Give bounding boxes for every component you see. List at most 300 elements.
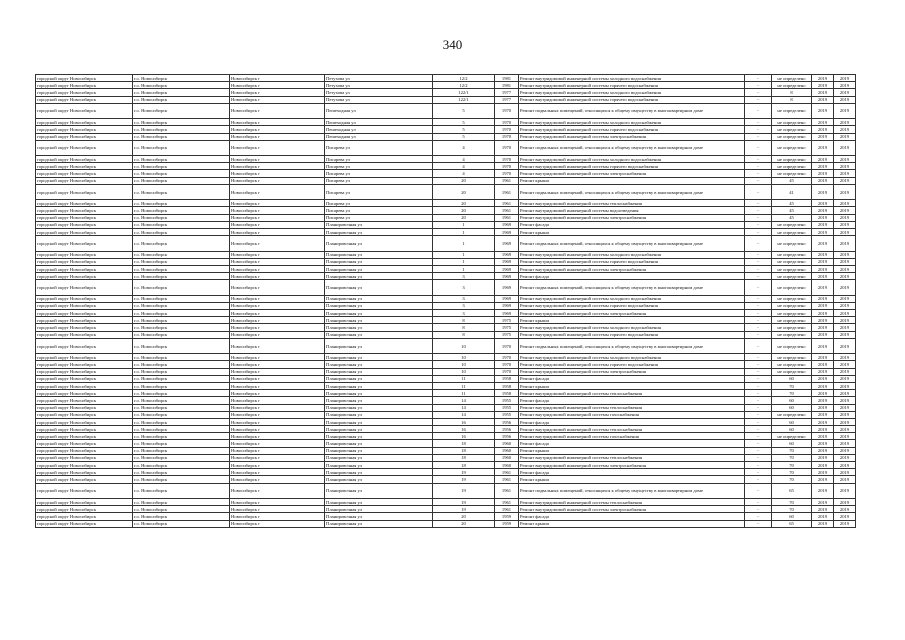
work-type-cell: Ремонт фасада <box>519 469 745 476</box>
build-year-cell: 1969 <box>495 302 519 309</box>
house-number-cell: 12/2 <box>433 75 495 82</box>
house-number-cell: 4 <box>433 156 495 163</box>
plan-end-year-cell: 2019 <box>834 280 856 295</box>
build-year-cell: 1969 <box>495 280 519 295</box>
locality-cell: Новосибирск г <box>230 483 325 498</box>
unit-cell: - <box>745 404 772 411</box>
street-cell: Планировочная ул <box>325 273 433 280</box>
street-cell: Петухова ул <box>325 89 433 96</box>
locality-cell: Новосибирск г <box>230 469 325 476</box>
cost-cell: 70 <box>772 462 812 469</box>
table-row <box>36 338 856 353</box>
plan-start-year-cell: 2019 <box>812 462 834 469</box>
plan-start-year-cell: 2019 <box>812 170 834 177</box>
municipality-cell: городской округ Новосибирск <box>36 302 133 309</box>
plan-end-year-cell: 2019 <box>834 483 856 498</box>
build-year-cell: 1961 <box>495 177 519 184</box>
build-year-cell: 1960 <box>495 462 519 469</box>
house-number-cell: 1 <box>433 221 495 228</box>
work-type-cell: Ремонт внутридомовой инженерной системы холодного водоснабжения <box>519 295 745 302</box>
locality-cell: Новосибирск г <box>230 258 325 265</box>
table-row <box>36 103 856 118</box>
work-type-cell: Ремонт внутридомовой инженерной системы теплоснабжения <box>519 404 745 411</box>
plan-start-year-cell: 2019 <box>812 96 834 103</box>
build-year-cell: 1977 <box>495 89 519 96</box>
municipality-cell: городской округ Новосибирск <box>36 200 133 207</box>
cost-cell: 70 <box>772 454 812 461</box>
street-cell: Планировочная ул <box>325 454 433 461</box>
cost-cell: 60 <box>772 513 812 520</box>
plan-end-year-cell: 2019 <box>834 440 856 447</box>
unit-cell: - <box>745 331 772 338</box>
municipal-district-cell: г.о. Новосибирск <box>133 89 230 96</box>
plan-start-year-cell: 2019 <box>812 133 834 140</box>
street-cell: Планировочная ул <box>325 228 433 235</box>
unit-cell: - <box>745 184 772 199</box>
municipal-district-cell: г.о. Новосибирск <box>133 462 230 469</box>
build-year-cell: 1955 <box>495 397 519 404</box>
plan-start-year-cell: 2019 <box>812 280 834 295</box>
work-type-cell: Ремонт крыши <box>519 447 745 454</box>
house-number-cell: 19 <box>433 498 495 505</box>
plan-end-year-cell: 2019 <box>834 462 856 469</box>
plan-start-year-cell: 2019 <box>812 265 834 272</box>
work-type-cell: Ремонт внутридомовой инженерной системы холодного водоснабжения <box>519 251 745 258</box>
unit-cell: - <box>745 390 772 397</box>
cost-cell: не определено <box>772 331 812 338</box>
build-year-cell: 1955 <box>495 411 519 418</box>
table-row <box>36 295 856 302</box>
street-cell: Планировочная ул <box>325 251 433 258</box>
plan-end-year-cell: 2019 <box>834 156 856 163</box>
build-year-cell: 1969 <box>495 265 519 272</box>
cost-cell: 45 <box>772 177 812 184</box>
street-cell: Писарева ул <box>325 214 433 221</box>
municipality-cell: городской округ Новосибирск <box>36 89 133 96</box>
build-year-cell: 1970 <box>495 163 519 170</box>
build-year-cell: 1959 <box>495 520 519 527</box>
house-number-cell: 10 <box>433 338 495 353</box>
build-year-cell: 1961 <box>495 506 519 513</box>
house-number-cell: 19 <box>433 469 495 476</box>
locality-cell: Новосибирск г <box>230 251 325 258</box>
municipal-district-cell: г.о. Новосибирск <box>133 411 230 418</box>
municipal-district-cell: г.о. Новосибирск <box>133 375 230 382</box>
municipal-district-cell: г.о. Новосибирск <box>133 156 230 163</box>
build-year-cell: 1961 <box>495 200 519 207</box>
municipal-district-cell: г.о. Новосибирск <box>133 520 230 527</box>
plan-end-year-cell: 2019 <box>834 221 856 228</box>
locality-cell: Новосибирск г <box>230 236 325 251</box>
plan-end-year-cell: 2019 <box>834 302 856 309</box>
cost-cell: не определено <box>772 103 812 118</box>
unit-cell: - <box>745 207 772 214</box>
work-type-cell: Ремонт подвальных помещений, относящихся к общему имуществу в многоквартирном доме <box>519 184 745 199</box>
locality-cell: Новосибирск г <box>230 280 325 295</box>
house-number-cell: 12/2 <box>433 82 495 89</box>
house-number-cell: 11 <box>433 390 495 397</box>
plan-end-year-cell: 2019 <box>834 119 856 126</box>
unit-cell: - <box>745 310 772 317</box>
municipal-district-cell: г.о. Новосибирск <box>133 354 230 361</box>
build-year-cell: 1970 <box>495 119 519 126</box>
street-cell: Планировочная ул <box>325 324 433 331</box>
plan-start-year-cell: 2019 <box>812 126 834 133</box>
table-row <box>36 462 856 469</box>
unit-cell: - <box>745 447 772 454</box>
street-cell: Планировочная ул <box>325 221 433 228</box>
locality-cell: Новосибирск г <box>230 310 325 317</box>
work-type-cell: Ремонт фасада <box>519 397 745 404</box>
cost-cell: не определено <box>772 228 812 235</box>
work-type-cell: Ремонт внутридомовой инженерной системы теплоснабжения <box>519 498 745 505</box>
locality-cell: Новосибирск г <box>230 440 325 447</box>
cost-cell: не определено <box>772 354 812 361</box>
table-row <box>36 251 856 258</box>
work-type-cell: Ремонт внутридомовой инженерной системы горячего водоснабжения <box>519 126 745 133</box>
plan-end-year-cell: 2019 <box>834 506 856 513</box>
municipality-cell: городской округ Новосибирск <box>36 440 133 447</box>
work-type-cell: Ремонт внутридомовой инженерной системы теплоснабжения <box>519 390 745 397</box>
locality-cell: Новосибирск г <box>230 177 325 184</box>
build-year-cell: 1969 <box>495 273 519 280</box>
locality-cell: Новосибирск г <box>230 462 325 469</box>
build-year-cell: 1975 <box>495 324 519 331</box>
unit-cell: - <box>745 273 772 280</box>
work-type-cell: Ремонт внутридомовой инженерной системы электроснабжения <box>519 265 745 272</box>
street-cell: Планировочная ул <box>325 368 433 375</box>
locality-cell: Новосибирск г <box>230 89 325 96</box>
table-row <box>36 207 856 214</box>
house-number-cell: 20 <box>433 214 495 221</box>
plan-end-year-cell: 2019 <box>834 163 856 170</box>
plan-start-year-cell: 2019 <box>812 418 834 425</box>
unit-cell: - <box>745 251 772 258</box>
build-year-cell: 1970 <box>495 140 519 155</box>
table-row <box>36 302 856 309</box>
locality-cell: Новосибирск г <box>230 140 325 155</box>
street-cell: Писарева ул <box>325 200 433 207</box>
municipality-cell: городской округ Новосибирск <box>36 426 133 433</box>
municipality-cell: городской округ Новосибирск <box>36 331 133 338</box>
municipal-district-cell: г.о. Новосибирск <box>133 251 230 258</box>
build-year-cell: 1956 <box>495 433 519 440</box>
unit-cell: - <box>745 317 772 324</box>
unit-cell: - <box>745 89 772 96</box>
table-row <box>36 228 856 235</box>
unit-cell: - <box>745 506 772 513</box>
municipal-district-cell: г.о. Новосибирск <box>133 361 230 368</box>
municipality-cell: городской округ Новосибирск <box>36 119 133 126</box>
house-number-cell: 16 <box>433 433 495 440</box>
municipality-cell: городской округ Новосибирск <box>36 498 133 505</box>
street-cell: Планировочная ул <box>325 382 433 389</box>
plan-end-year-cell: 2019 <box>834 404 856 411</box>
table-row <box>36 324 856 331</box>
municipality-cell: городской округ Новосибирск <box>36 170 133 177</box>
build-year-cell: 1981 <box>495 75 519 82</box>
street-cell: Планировочная ул <box>325 258 433 265</box>
municipality-cell: городской округ Новосибирск <box>36 483 133 498</box>
cost-cell: не определено <box>772 163 812 170</box>
locality-cell: Новосибирск г <box>230 170 325 177</box>
plan-start-year-cell: 2019 <box>812 483 834 498</box>
cost-cell: 8 <box>772 89 812 96</box>
municipality-cell: городской округ Новосибирск <box>36 354 133 361</box>
house-number-cell: 8 <box>433 317 495 324</box>
cost-cell: 45 <box>772 214 812 221</box>
table-row <box>36 368 856 375</box>
plan-end-year-cell: 2019 <box>834 82 856 89</box>
unit-cell: - <box>745 103 772 118</box>
municipality-cell: городской округ Новосибирск <box>36 214 133 221</box>
street-cell: Писарева ул <box>325 140 433 155</box>
municipal-district-cell: г.о. Новосибирск <box>133 200 230 207</box>
work-type-cell: Ремонт внутридомовой инженерной системы горячего водоснабжения <box>519 331 745 338</box>
house-number-cell: 3 <box>433 295 495 302</box>
municipal-district-cell: г.о. Новосибирск <box>133 103 230 118</box>
municipality-cell: городской округ Новосибирск <box>36 184 133 199</box>
table-row <box>36 184 856 199</box>
plan-end-year-cell: 2019 <box>834 258 856 265</box>
municipality-cell: городской округ Новосибирск <box>36 447 133 454</box>
municipal-district-cell: г.о. Новосибирск <box>133 273 230 280</box>
street-cell: Планировочная ул <box>325 462 433 469</box>
plan-start-year-cell: 2019 <box>812 214 834 221</box>
unit-cell: - <box>745 295 772 302</box>
municipality-cell: городской округ Новосибирск <box>36 207 133 214</box>
work-type-cell: Ремонт фасада <box>519 273 745 280</box>
municipality-cell: городской округ Новосибирск <box>36 375 133 382</box>
municipal-district-cell: г.о. Новосибирск <box>133 170 230 177</box>
municipality-cell: городской округ Новосибирск <box>36 368 133 375</box>
unit-cell: - <box>745 368 772 375</box>
build-year-cell: 1970 <box>495 338 519 353</box>
plan-start-year-cell: 2019 <box>812 361 834 368</box>
build-year-cell: 1969 <box>495 236 519 251</box>
house-number-cell: 5 <box>433 126 495 133</box>
street-cell: Планировочная ул <box>325 295 433 302</box>
locality-cell: Новосибирск г <box>230 397 325 404</box>
plan-start-year-cell: 2019 <box>812 447 834 454</box>
work-type-cell: Ремонт внутридомовой инженерной системы горячего водоснабжения <box>519 82 745 89</box>
unit-cell: - <box>745 520 772 527</box>
municipal-district-cell: г.о. Новосибирск <box>133 258 230 265</box>
plan-start-year-cell: 2019 <box>812 440 834 447</box>
plan-end-year-cell: 2019 <box>834 273 856 280</box>
municipal-district-cell: г.о. Новосибирск <box>133 295 230 302</box>
cost-cell: 45 <box>772 200 812 207</box>
street-cell: Планировочная ул <box>325 302 433 309</box>
plan-end-year-cell: 2019 <box>834 520 856 527</box>
table-row <box>36 273 856 280</box>
build-year-cell: 1955 <box>495 404 519 411</box>
municipal-district-cell: г.о. Новосибирск <box>133 513 230 520</box>
plan-end-year-cell: 2019 <box>834 103 856 118</box>
street-cell: Планировочная ул <box>325 354 433 361</box>
work-type-cell: Ремонт подвальных помещений, относящихся к общему имуществу в многоквартирном доме <box>519 483 745 498</box>
locality-cell: Новосибирск г <box>230 163 325 170</box>
municipal-district-cell: г.о. Новосибирск <box>133 163 230 170</box>
municipality-cell: городской округ Новосибирск <box>36 324 133 331</box>
municipal-district-cell: г.о. Новосибирск <box>133 397 230 404</box>
table-row <box>36 177 856 184</box>
unit-cell: - <box>745 338 772 353</box>
house-number-cell: 20 <box>433 207 495 214</box>
locality-cell: Новосибирск г <box>230 390 325 397</box>
municipality-cell: городской округ Новосибирск <box>36 273 133 280</box>
locality-cell: Новосибирск г <box>230 498 325 505</box>
unit-cell: - <box>745 397 772 404</box>
table-row <box>36 221 856 228</box>
municipal-district-cell: г.о. Новосибирск <box>133 454 230 461</box>
table-row <box>36 440 856 447</box>
municipal-district-cell: г.о. Новосибирск <box>133 331 230 338</box>
build-year-cell: 1970 <box>495 133 519 140</box>
street-cell: Писарева ул <box>325 207 433 214</box>
table-row <box>36 483 856 498</box>
plan-end-year-cell: 2019 <box>834 354 856 361</box>
table-row <box>36 96 856 103</box>
table-row <box>36 82 856 89</box>
street-cell: Планировочная ул <box>325 397 433 404</box>
plan-end-year-cell: 2019 <box>834 75 856 82</box>
table-row <box>36 140 856 155</box>
build-year-cell: 1975 <box>495 317 519 324</box>
build-year-cell: 1970 <box>495 368 519 375</box>
street-cell: Планировочная ул <box>325 317 433 324</box>
plan-end-year-cell: 2019 <box>834 310 856 317</box>
cost-cell: не определено <box>772 236 812 251</box>
street-cell: Планировочная ул <box>325 418 433 425</box>
house-number-cell: 14 <box>433 411 495 418</box>
build-year-cell: 1956 <box>495 426 519 433</box>
municipal-district-cell: г.о. Новосибирск <box>133 236 230 251</box>
unit-cell: - <box>745 382 772 389</box>
street-cell: Планировочная ул <box>325 390 433 397</box>
street-cell: Планировочная ул <box>325 440 433 447</box>
plan-start-year-cell: 2019 <box>812 140 834 155</box>
plan-end-year-cell: 2019 <box>834 433 856 440</box>
street-cell: Планировочная ул <box>325 426 433 433</box>
plan-start-year-cell: 2019 <box>812 454 834 461</box>
locality-cell: Новосибирск г <box>230 82 325 89</box>
cost-cell: 60 <box>772 404 812 411</box>
municipality-cell: городской округ Новосибирск <box>36 133 133 140</box>
work-type-cell: Ремонт внутридомовой инженерной системы газоснабжения <box>519 433 745 440</box>
street-cell: Планировочная ул <box>325 236 433 251</box>
locality-cell: Новосибирск г <box>230 184 325 199</box>
house-number-cell: 10 <box>433 361 495 368</box>
plan-end-year-cell: 2019 <box>834 411 856 418</box>
cost-cell: не определено <box>772 273 812 280</box>
municipality-cell: городской округ Новосибирск <box>36 177 133 184</box>
municipality-cell: городской округ Новосибирск <box>36 418 133 425</box>
street-cell: Писарева ул <box>325 163 433 170</box>
municipal-district-cell: г.о. Новосибирск <box>133 418 230 425</box>
plan-start-year-cell: 2019 <box>812 469 834 476</box>
municipality-cell: городской округ Новосибирск <box>36 361 133 368</box>
house-number-cell: 11 <box>433 382 495 389</box>
municipal-district-cell: г.о. Новосибирск <box>133 177 230 184</box>
work-type-cell: Ремонт внутридомовой инженерной системы электроснабжения <box>519 133 745 140</box>
table-row <box>36 447 856 454</box>
unit-cell: - <box>745 513 772 520</box>
municipal-district-cell: г.о. Новосибирск <box>133 228 230 235</box>
work-type-cell: Ремонт фасада <box>519 375 745 382</box>
plan-start-year-cell: 2019 <box>812 89 834 96</box>
build-year-cell: 1960 <box>495 454 519 461</box>
house-number-cell: 3 <box>433 310 495 317</box>
plan-start-year-cell: 2019 <box>812 382 834 389</box>
house-number-cell: 8 <box>433 324 495 331</box>
unit-cell: - <box>745 96 772 103</box>
table-row <box>36 200 856 207</box>
unit-cell: - <box>745 426 772 433</box>
plan-end-year-cell: 2019 <box>834 447 856 454</box>
table-row <box>36 375 856 382</box>
cost-cell: не определено <box>772 251 812 258</box>
build-year-cell: 1969 <box>495 310 519 317</box>
work-type-cell: Ремонт фасада <box>519 513 745 520</box>
work-type-cell: Ремонт внутридомовой инженерной системы холодного водоснабжения <box>519 89 745 96</box>
municipal-district-cell: г.о. Новосибирск <box>133 483 230 498</box>
house-number-cell: 10 <box>433 354 495 361</box>
house-number-cell: 19 <box>433 476 495 483</box>
municipality-cell: городской округ Новосибирск <box>36 251 133 258</box>
unit-cell: - <box>745 170 772 177</box>
work-type-cell: Ремонт крыши <box>519 382 745 389</box>
plan-start-year-cell: 2019 <box>812 375 834 382</box>
plan-end-year-cell: 2019 <box>834 397 856 404</box>
work-type-cell: Ремонт внутридомовой инженерной системы холодного водоснабжения <box>519 75 745 82</box>
cost-cell: 65 <box>772 483 812 498</box>
table-row <box>36 411 856 418</box>
table-row <box>36 361 856 368</box>
plan-end-year-cell: 2019 <box>834 375 856 382</box>
unit-cell: - <box>745 280 772 295</box>
plan-start-year-cell: 2019 <box>812 338 834 353</box>
locality-cell: Новосибирск г <box>230 103 325 118</box>
municipality-cell: городской округ Новосибирск <box>36 469 133 476</box>
cost-cell: 60 <box>772 426 812 433</box>
plan-start-year-cell: 2019 <box>812 200 834 207</box>
plan-start-year-cell: 2019 <box>812 324 834 331</box>
unit-cell: - <box>745 411 772 418</box>
street-cell: Планировочная ул <box>325 280 433 295</box>
municipality-cell: городской округ Новосибирск <box>36 433 133 440</box>
plan-start-year-cell: 2019 <box>812 498 834 505</box>
cost-cell: 70 <box>772 382 812 389</box>
house-number-cell: 5 <box>433 133 495 140</box>
build-year-cell: 1960 <box>495 440 519 447</box>
municipal-district-cell: г.о. Новосибирск <box>133 404 230 411</box>
street-cell: Планировочная ул <box>325 483 433 498</box>
table-row <box>36 214 856 221</box>
municipal-district-cell: г.о. Новосибирск <box>133 302 230 309</box>
unit-cell: - <box>745 221 772 228</box>
build-year-cell: 1959 <box>495 513 519 520</box>
street-cell: Петухова ул <box>325 82 433 89</box>
build-year-cell: 1970 <box>495 103 519 118</box>
work-type-cell: Ремонт внутридомовой инженерной системы электроснабжения <box>519 506 745 513</box>
plan-end-year-cell: 2019 <box>834 418 856 425</box>
plan-end-year-cell: 2019 <box>834 390 856 397</box>
plan-start-year-cell: 2019 <box>812 310 834 317</box>
plan-start-year-cell: 2019 <box>812 251 834 258</box>
street-cell: Писарева ул <box>325 177 433 184</box>
cost-cell: не определено <box>772 82 812 89</box>
